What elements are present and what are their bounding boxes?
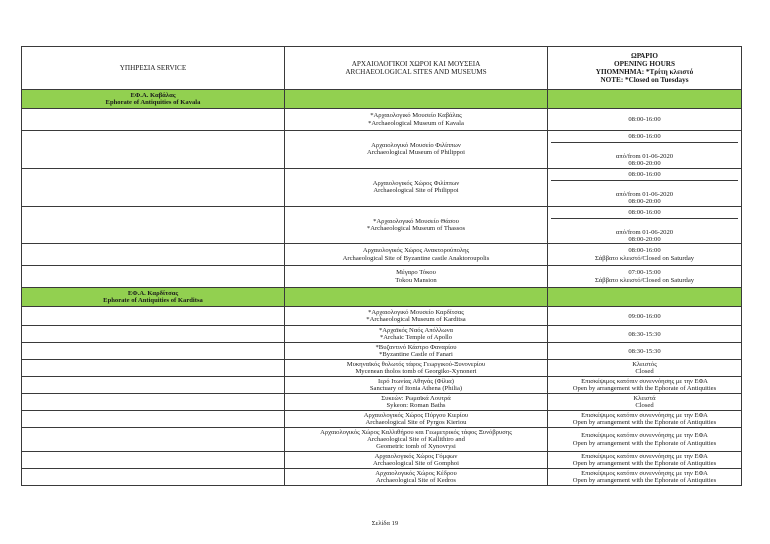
service-cell xyxy=(22,326,285,343)
hours-line: Κλειστά xyxy=(633,394,656,402)
site-name-line: Sanctuary of Itonia Athena (Philia) xyxy=(369,385,463,393)
site-row xyxy=(22,377,742,394)
site-name-line: *Αρχαιολογικό Μουσείο Θάσου xyxy=(373,217,459,225)
section-title xyxy=(22,90,285,109)
site-row xyxy=(22,452,742,469)
site-row xyxy=(22,244,742,266)
site-name-cell xyxy=(285,411,548,428)
service-cell xyxy=(22,206,285,244)
hours-line: Open by arrangement with the Ephorate of Antiquities xyxy=(572,385,717,393)
hours-sub-cell xyxy=(551,180,738,206)
site-name-cell xyxy=(285,469,548,486)
service-cell xyxy=(22,469,285,486)
site-name-line: Archaeological Site of Byzantine castle Anaktoroupolis xyxy=(342,254,490,262)
site-row xyxy=(22,469,742,486)
site-name-line: Αρχαιολογικός Χώρος Γόμφων xyxy=(374,452,458,460)
hours-line: Κλειστός xyxy=(632,360,657,368)
opening-hours-cell xyxy=(548,131,742,169)
sites-header-gr: ΑΡΧΑΙΟΛΟΓΙΚΟΙ ΧΩΡΟΙ ΚΑΙ ΜΟΥΣΕΙΑ xyxy=(351,59,481,68)
site-row xyxy=(22,360,742,377)
site-name-line: Αρχαιολογικός Χώρος Κέδρου xyxy=(375,469,457,477)
site-name-line: *Βυζαντινό Κάστρο Φαναρίου xyxy=(375,343,457,351)
hours-line: 08:00-16:00 xyxy=(628,170,661,178)
section-name-en: Ephorate of Antiquities of Karditsa xyxy=(103,297,203,305)
site-name-line: *Αρχαιολογικό Μουσείο Καβάλας xyxy=(370,112,462,120)
opening-hours-cell xyxy=(548,428,742,452)
opening-hours-cell xyxy=(548,168,742,206)
service-cell xyxy=(22,411,285,428)
site-name-line: *Αρχαϊκός Ναός Απόλλωνα xyxy=(378,326,454,334)
service-cell xyxy=(22,377,285,394)
opening-hours-cell xyxy=(548,394,742,411)
hours-line: Closed xyxy=(635,368,654,376)
hours-line: Επισκέψιμος κατόπιν συνεννόησης με την ΕΦΑ xyxy=(581,377,708,385)
site-name-cell xyxy=(285,109,548,131)
hours-line: 08:30-15:30 xyxy=(628,330,661,338)
site-name-line: Μυκηναϊκός θολωτός τάφος Γεωργικού-Ξυνονερίου xyxy=(346,360,486,368)
site-name-line: Mycenean tholos tomb of Georgiko-Xynoneri xyxy=(355,368,477,376)
hours-line: 07:00-15:00 xyxy=(628,269,661,277)
service-cell xyxy=(22,343,285,360)
site-name-line: Μέγαρο Τόκου xyxy=(396,269,436,277)
site-name-cell xyxy=(285,428,548,452)
section-blank-cell xyxy=(285,288,548,307)
site-name-line: *Archaeological Museum of Kavala xyxy=(368,119,464,127)
section-header-row xyxy=(22,90,742,109)
hours-line: 08:00-16:00 xyxy=(628,247,661,255)
opening-hours-cell xyxy=(548,469,742,486)
opening-hours-cell xyxy=(548,266,742,288)
section-header-row xyxy=(22,288,742,307)
section-name-gr: ΕΦ.Α. Καρδίτσας xyxy=(127,290,179,297)
hours-column-header xyxy=(548,47,742,90)
site-name-line: Αρχαιολογικός Χώρος Ανακτορούπολης xyxy=(362,247,470,255)
site-name-line: *Archaic Temple of Apollo xyxy=(379,334,453,342)
opening-hours-cell xyxy=(548,360,742,377)
opening-hours-cell xyxy=(548,326,742,343)
site-row xyxy=(22,411,742,428)
site-name-cell xyxy=(285,206,548,244)
site-name-line: Archaeological Site of Gomphoi xyxy=(373,460,459,468)
section-blank-cell xyxy=(285,90,548,109)
service-cell xyxy=(22,452,285,469)
service-cell xyxy=(22,131,285,169)
hours-line: 08:00-20:00 xyxy=(628,235,661,243)
service-cell xyxy=(22,244,285,266)
hours-line: Open by arrangement with the Ephorate of Antiquities xyxy=(572,460,717,468)
page-number: Σελίδα 19 xyxy=(371,520,399,527)
hours-line: Closed xyxy=(635,402,654,410)
site-row xyxy=(22,307,742,326)
site-name-cell xyxy=(285,377,548,394)
site-name-line: Αρχαιολογικός Χώρος Καλλιθήρου και Γεωμετρικός τάφος Ξυνόβρυσης xyxy=(320,428,512,436)
opening-hours-cell xyxy=(548,244,742,266)
site-name-cell xyxy=(285,244,548,266)
site-row xyxy=(22,394,742,411)
service-cell xyxy=(22,428,285,452)
note-header-en: NOTE: *Closed on Tuesdays xyxy=(600,76,689,85)
site-row xyxy=(22,266,742,288)
site-name-cell xyxy=(285,343,548,360)
hours-line: 08:00-16:00 xyxy=(628,208,661,216)
hours-line: 08:00-20:00 xyxy=(628,160,661,168)
site-name-line: *Αρχαιολογικό Μουσείο Καρδίτσας xyxy=(368,308,464,316)
opening-hours-cell xyxy=(548,307,742,326)
site-name-line: Συκεών: Ρωμαϊκά Λουτρά xyxy=(381,394,451,402)
sites-column-header xyxy=(285,47,548,90)
hours-line: Σάββατο κλειστό/Closed on Saturday xyxy=(594,276,695,284)
hours-header-en: OPENING HOURS xyxy=(614,59,675,68)
hours-line: 08:00-16:00 xyxy=(628,115,661,123)
hours-line: 08:00-16:00 xyxy=(628,133,661,140)
service-cell xyxy=(22,394,285,411)
site-row xyxy=(22,168,742,206)
site-name-line: Αρχαιολογικό Μουσείο Φιλίππων xyxy=(371,142,461,149)
site-name-line: Archaeological Site of Pyrgos Kieriou xyxy=(365,419,467,427)
site-name-line: Archaeological Site of Kedros xyxy=(375,477,456,485)
hours-line: Επισκέψιμος κατόπιν συνεννόησης με την ΕΦΑ xyxy=(581,432,708,440)
site-name-cell xyxy=(285,168,548,206)
service-header-label: ΥΠΗΡΕΣΙΑ SERVICE xyxy=(119,63,187,72)
site-name-line: Archaeological Site of Kallithiro and xyxy=(367,436,465,444)
site-row xyxy=(22,109,742,131)
service-column-header xyxy=(22,47,285,90)
site-row xyxy=(22,343,742,360)
hours-line: 09:00-16:00 xyxy=(628,312,661,320)
hours-line: Open by arrangement with the Ephorate of Antiquities xyxy=(572,439,717,447)
hours-line: από/from 01-06-2020 xyxy=(615,190,674,198)
opening-hours-table xyxy=(21,46,742,486)
hours-line: Open by arrangement with the Ephorate of Antiquities xyxy=(572,419,717,427)
site-name-cell xyxy=(285,360,548,377)
opening-hours-cell xyxy=(548,411,742,428)
site-name-line: Ιερό Ιτωνίας Αθηνάς (Φίλια) xyxy=(378,377,454,385)
site-name-line: *Byzantine Castle of Fanari xyxy=(379,351,453,359)
hours-sub-cell xyxy=(551,218,738,244)
site-name-line: Αρχαιολογικός Χώρος Φιλίππων xyxy=(372,179,460,187)
note-header-gr: ΥΠΟΜΝΗΜΑ: *Τρίτη κλειστό xyxy=(595,68,694,76)
hours-sub-cell xyxy=(551,142,738,168)
hours-line: 08:00-20:00 xyxy=(628,198,661,206)
hours-line: 08:30-15:30 xyxy=(628,347,661,355)
site-name-line: *Archaeological Museum of Karditsa xyxy=(366,316,466,324)
site-name-line: Tokou Mansion xyxy=(395,276,437,284)
hours-line: Σάββατο κλειστό/Closed on Saturday xyxy=(594,254,695,262)
hours-line: Επισκέψιμος κατόπιν συνεννόησης με την ΕΦΑ xyxy=(581,469,708,477)
site-name-line: *Archaeological Museum of Thassos xyxy=(366,224,466,232)
site-name-cell xyxy=(285,326,548,343)
hours-line: από/from 01-06-2020 xyxy=(615,153,674,160)
site-row xyxy=(22,428,742,452)
site-name-cell xyxy=(285,266,548,288)
opening-hours-cell xyxy=(548,206,742,244)
service-cell xyxy=(22,109,285,131)
site-name-line: Αρχαιολογικός Χώρος Πύργου Κιερίου xyxy=(363,411,469,419)
site-name-cell xyxy=(285,131,548,169)
site-row xyxy=(22,206,742,244)
section-name-gr: ΕΦ.Α. Καβάλας xyxy=(130,91,176,99)
table-header-row xyxy=(22,47,742,90)
hours-line: Επισκέψιμος κατόπιν συνεννόησης με την ΕΦΑ xyxy=(581,452,708,460)
service-cell xyxy=(22,266,285,288)
site-name-line: Archaeological Site of Philippoi xyxy=(373,187,459,195)
opening-hours-cell xyxy=(548,343,742,360)
site-name-cell xyxy=(285,394,548,411)
service-cell xyxy=(22,168,285,206)
section-name-en: Ephorate of Antiquities of Kavala xyxy=(105,99,201,106)
opening-hours-cell xyxy=(548,109,742,131)
site-name-line: Geometric tomb of Xynovrysi xyxy=(376,443,456,451)
section-title xyxy=(22,288,285,307)
service-cell xyxy=(22,307,285,326)
hours-line: Επισκέψιμος κατόπιν συνεννόησης με την ΕΦΑ xyxy=(581,411,708,419)
section-blank-cell xyxy=(548,90,742,109)
site-name-cell xyxy=(285,452,548,469)
hours-line: από/from 01-06-2020 xyxy=(615,228,674,236)
site-name-line: Archaeological Museum of Philippoi xyxy=(367,149,465,157)
site-name-line: Sykeon: Roman Baths xyxy=(386,402,446,410)
site-row xyxy=(22,131,742,169)
hours-line: Open by arrangement with the Ephorate of Antiquities xyxy=(572,477,717,485)
opening-hours-cell xyxy=(548,377,742,394)
site-row xyxy=(22,326,742,343)
opening-hours-cell xyxy=(548,452,742,469)
site-name-cell xyxy=(285,307,548,326)
hours-header-gr: ΩΡΑΡΙΟ xyxy=(630,51,659,60)
sites-header-en: ARCHAEOLOGICAL SITES AND MUSEUMS xyxy=(345,68,487,76)
section-blank-cell xyxy=(548,288,742,307)
service-cell xyxy=(22,360,285,377)
